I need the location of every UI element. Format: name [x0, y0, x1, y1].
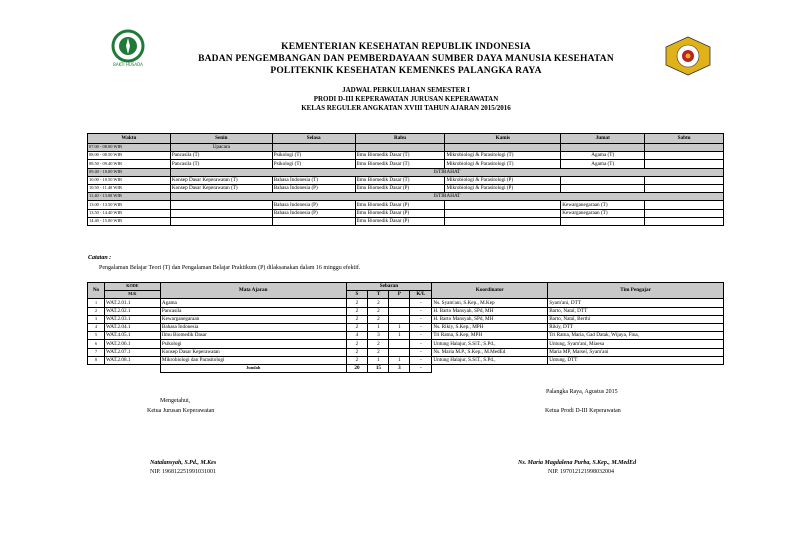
schedule-cell: Ilmu Biomedik Dasar (T)	[355, 152, 445, 160]
course-kl: -	[410, 356, 432, 364]
course-name: Agama	[160, 299, 346, 307]
course-t: 2	[368, 299, 389, 307]
course-no: 8	[88, 356, 105, 364]
course-no: 1	[88, 299, 105, 307]
schedule-table	[87, 133, 724, 226]
course-no: 3	[88, 315, 105, 323]
break-row	[88, 193, 724, 201]
course-p	[389, 315, 410, 323]
course-name: Psikologi	[160, 340, 346, 348]
schedule-header-cell: Senin	[170, 134, 272, 144]
schedule-header-row	[88, 134, 724, 144]
course-coordinator: Untung Halajur, S.SiT., S.Pd.,	[432, 356, 548, 364]
course-code: WAT.2.04.1	[104, 323, 160, 331]
courses-header-cell: P	[389, 291, 410, 299]
time-cell: 10.50 - 11.40 WIB	[88, 184, 171, 192]
course-code: WAT.2.08.1	[104, 356, 160, 364]
schedule-cell	[561, 184, 645, 192]
schedule-cell: Psikologi (T)	[272, 160, 355, 168]
course-s: 2	[346, 299, 368, 307]
course-code: WAT.2.06.1	[104, 340, 160, 348]
course-kl: -	[410, 323, 432, 331]
course-t: 1	[368, 356, 389, 364]
schedule-cell: Mikrobiologi & Parasitologi (T)	[445, 160, 561, 168]
course-p	[389, 299, 410, 307]
course-teachers: Maria MP, Marsel, Syam'ani	[548, 348, 724, 356]
time-cell: 14.40 - 15.00 WIB	[88, 217, 171, 225]
sig-right-title: Ketua Prodi D-III Keperawatan	[545, 408, 621, 414]
course-p	[389, 340, 410, 348]
total-row	[88, 364, 724, 372]
schedule-title-3: KELAS REGULER ANGKATAN XVIII TAHUN AJARAN 2015/2016	[301, 104, 511, 112]
course-teachers: Rikiy, DTT	[548, 323, 724, 331]
course-p	[389, 348, 410, 356]
header-agency: BADAN PENGEMBANGAN DAN PEMBERDAYAAN SUMBER DAYA MANUSIA KESEHATAN	[198, 54, 614, 64]
course-t: 2	[368, 307, 389, 315]
course-row	[88, 356, 724, 364]
schedule-cell: Ilmu Biomedik Dasar (P)	[355, 184, 445, 192]
schedule-cell	[645, 176, 724, 184]
course-kl: -	[410, 332, 432, 340]
sig-left-nip: NIP. 196812251991031001	[150, 469, 217, 475]
course-name: Pancasila	[160, 307, 346, 315]
courses-table	[87, 282, 724, 373]
schedule-cell: Ilmu Biomedik Dasar (P)	[355, 201, 445, 209]
kemenkes-logo	[108, 28, 148, 68]
schedule-cell	[645, 160, 724, 168]
courses-header-row	[88, 283, 724, 291]
schedule-cell	[561, 217, 645, 225]
schedule-cell: Kewarganegaraan (T)	[561, 201, 645, 209]
course-teachers: Untung, Syam'ani, Miaesa	[548, 340, 724, 348]
course-no: 2	[88, 307, 105, 315]
schedule-row	[88, 201, 724, 209]
course-teachers: Barto, Natal, DTT	[548, 307, 724, 315]
course-kl: -	[410, 299, 432, 307]
course-teachers: Tri Ratna, Maria, Gad Datak, Wijaya, Fina,	[548, 332, 724, 340]
schedule-row	[88, 217, 724, 225]
total-kl: -	[410, 364, 432, 372]
schedule-cell: Ilmu Biomedik Dasar (P)	[355, 209, 445, 217]
schedule-cell: Ilmu Biomedik Dasar (P)	[355, 217, 445, 225]
schedule-row	[88, 176, 724, 184]
schedule-cell: Bahasa Indonesia (T)	[272, 176, 355, 184]
courses-header-cell: Koordinator	[432, 283, 548, 299]
course-code: WAT.4.05.1	[104, 332, 160, 340]
course-teachers: Untung, DTT	[548, 356, 724, 364]
header-institution: POLITEKNIK KESEHATAN KEMENKES PALANGKA RAYA	[270, 66, 542, 76]
schedule-cell: Agama (T)	[561, 160, 645, 168]
notes-title: Catatan :	[88, 255, 112, 261]
time-cell: 09.40 - 10.00 WIB	[88, 168, 171, 176]
course-s: 2	[346, 323, 368, 331]
course-coordinator: Ns. Rikiy, S.Kep., MPH	[432, 323, 548, 331]
course-row	[88, 299, 724, 307]
schedule-title-1: JADWAL PERKULIAHAN SEMESTER I	[342, 86, 470, 94]
course-s: 2	[346, 340, 368, 348]
schedule-header-cell: Jumat	[561, 134, 645, 144]
schedule-cell: Konsep Dasar Keperawatan (T)	[170, 184, 272, 192]
course-row	[88, 323, 724, 331]
schedule-cell	[645, 152, 724, 160]
course-teachers: Barto, Natal, Berthi	[548, 315, 724, 323]
schedule-header-cell: Waktu	[88, 134, 171, 144]
sig-left-line1: Mengetahui,	[160, 398, 191, 404]
courses-header-cell: KODE	[104, 283, 160, 291]
time-cell: 10.00 - 10.50 WIB	[88, 176, 171, 184]
course-row	[88, 340, 724, 348]
schedule-cell: Mikrobiologi & Parasitologi (P)	[445, 176, 561, 184]
header-ministry: KEMENTERIAN KESEHATAN REPUBLIK INDONESIA	[281, 42, 531, 52]
time-cell: 11.40 - 13.00 WIB	[88, 193, 171, 201]
schedule-cell	[272, 217, 355, 225]
total-label: Jumlah	[160, 364, 346, 372]
courses-header-cell: S	[346, 291, 368, 299]
sig-right-nip: NIP. 197012121998032004	[548, 469, 615, 475]
schedule-header-cell: Kamis	[445, 134, 561, 144]
schedule-cell	[445, 209, 561, 217]
course-row	[88, 348, 724, 356]
course-s: 2	[346, 348, 368, 356]
break-cell: ISTIRAHAT	[170, 193, 723, 201]
schedule-cell	[561, 176, 645, 184]
schedule-cell: Ilmu Biomedik Dasar (T)	[355, 160, 445, 168]
logo-left-text: BAKTI HUSADA	[113, 62, 143, 67]
schedule-cell: Bahasa Indonesia (P)	[272, 184, 355, 192]
break-row	[88, 168, 724, 176]
place-date: Palangka Raya, Agustus 2015	[546, 389, 618, 395]
schedule-cell: Kewarganegaraan (T)	[561, 209, 645, 217]
course-t: 3	[368, 332, 389, 340]
schedule-header-cell: Rabu	[355, 134, 445, 144]
courses-header-cell: Mata Ajaran	[160, 283, 346, 299]
schedule-cell: Mikrobiologi & Parasitologi (T)	[445, 152, 561, 160]
course-row	[88, 307, 724, 315]
course-t: 1	[368, 323, 389, 331]
schedule-cell: Bahasa Indonesia (P)	[272, 209, 355, 217]
course-no: 4	[88, 323, 105, 331]
course-name: Bahasa Indonesia	[160, 323, 346, 331]
schedule-cell	[272, 144, 355, 152]
course-t: 2	[368, 315, 389, 323]
courses-header-cell: M.K	[104, 291, 160, 299]
course-p: 1	[389, 356, 410, 364]
schedule-cell	[170, 201, 272, 209]
schedule-cell: Mikrobiologi & Parasitologi (P)	[445, 184, 561, 192]
schedule-cell	[645, 209, 724, 217]
course-code: WAT.2.02.1	[104, 307, 160, 315]
time-cell: 13.50 - 14.40 WIB	[88, 209, 171, 217]
course-t: 2	[368, 340, 389, 348]
course-s: 2	[346, 315, 368, 323]
course-kl: -	[410, 340, 432, 348]
schedule-cell: Pancasila (T)	[170, 152, 272, 160]
total-t: 15	[368, 364, 389, 372]
course-teachers: Syam'ani, DTT	[548, 299, 724, 307]
schedule-row	[88, 152, 724, 160]
poltekkes-logo	[664, 36, 712, 76]
course-coordinator: H. Barto Mansyah, SPd, MH	[432, 315, 548, 323]
schedule-cell	[645, 144, 724, 152]
schedule-row	[88, 160, 724, 168]
sig-left-title: Ketua Jurusan Keperawatan	[147, 408, 215, 414]
course-kl: -	[410, 348, 432, 356]
schedule-cell	[170, 209, 272, 217]
schedule-cell	[645, 184, 724, 192]
course-name: Ilmu Biomedik Dasar	[160, 332, 346, 340]
schedule-cell	[561, 144, 645, 152]
course-p: 1	[389, 332, 410, 340]
schedule-header-cell: Selasa	[272, 134, 355, 144]
schedule-cell	[445, 144, 561, 152]
course-name: Kewarganegaraan	[160, 315, 346, 323]
schedule-cell	[445, 217, 561, 225]
course-coordinator: Ns. Maria M.P., S.Kep., M.MedEd	[432, 348, 548, 356]
courses-header-cell: Sebaran	[346, 283, 432, 291]
courses-header-cell: T	[368, 291, 389, 299]
course-code: WAT.2.01.1	[104, 299, 160, 307]
schedule-title-2: PRODI D-III KEPERAWATAN JURUSAN KEPERAWATAN	[313, 95, 499, 103]
schedule-cell	[355, 144, 445, 152]
course-row	[88, 332, 724, 340]
course-s: 2	[346, 307, 368, 315]
course-kl: -	[410, 307, 432, 315]
schedule-cell: Agama (T)	[561, 152, 645, 160]
schedule-cell: Ilmu Biomedik Dasar (T)	[355, 176, 445, 184]
course-t: 2	[368, 348, 389, 356]
course-no: 6	[88, 340, 105, 348]
courses-header-cell: No	[88, 283, 105, 299]
total-s: 20	[346, 364, 368, 372]
time-cell: 13.00 - 13.50 WIB	[88, 201, 171, 209]
schedule-cell: Upacara	[170, 144, 272, 152]
schedule-cell	[170, 217, 272, 225]
course-no: 5	[88, 332, 105, 340]
course-code: WAT.2.03.1	[104, 315, 160, 323]
time-cell: 07.00 - 08.00 WIB	[88, 144, 171, 152]
time-cell: 08.50 - 09.40 WIB	[88, 160, 171, 168]
schedule-cell: Psikologi (T)	[272, 152, 355, 160]
course-kl: -	[410, 315, 432, 323]
course-coordinator: H. Barto Mansyah, SPd, MH	[432, 307, 548, 315]
course-name: Konsep Dasar Keperawatan	[160, 348, 346, 356]
course-s: 2	[346, 356, 368, 364]
course-name: Mikrobiologi dan Parasitologi	[160, 356, 346, 364]
sig-right-name: Ns. Maria Magdalena Purba, S.Kep., M.MedEd	[518, 460, 637, 466]
schedule-cell	[645, 201, 724, 209]
schedule-cell: Konsep Dasar Keperawatan (T)	[170, 176, 272, 184]
schedule-header-cell: Sabtu	[645, 134, 724, 144]
break-cell: ISTIRAHAT	[170, 168, 723, 176]
course-p: 1	[389, 323, 410, 331]
course-coordinator: Ns. Syam'ani, S.Kep., M.Kep	[432, 299, 548, 307]
schedule-cell: Bahasa Indonesia (P)	[272, 201, 355, 209]
course-no: 7	[88, 348, 105, 356]
schedule-row	[88, 184, 724, 192]
total-p: 3	[389, 364, 410, 372]
course-coordinator: Tri Ratna, S.Kep, MPH	[432, 332, 548, 340]
course-code: WAT.2.07.1	[104, 348, 160, 356]
courses-header-cell: K/L	[410, 291, 432, 299]
courses-header-cell: Tim Pengajar	[548, 283, 724, 299]
course-p	[389, 307, 410, 315]
time-cell: 08.00 - 08.50 WIB	[88, 152, 171, 160]
schedule-cell	[645, 217, 724, 225]
schedule-cell: Pancasila (T)	[170, 160, 272, 168]
sig-left-name: Natalansyah, S.Pd., M.Kes	[150, 460, 217, 466]
schedule-cell	[445, 201, 561, 209]
course-row	[88, 315, 724, 323]
course-coordinator: Untung Halajur, S.SiT., S.Pd.,	[432, 340, 548, 348]
schedule-row	[88, 144, 724, 152]
schedule-row	[88, 209, 724, 217]
course-s: 4	[346, 332, 368, 340]
notes-text: Pengalaman Belajar Teori (T) dan Pengalaman Belajar Praktikum (P) dilaksanakan dalam 16 minggu efektif.	[99, 265, 361, 271]
